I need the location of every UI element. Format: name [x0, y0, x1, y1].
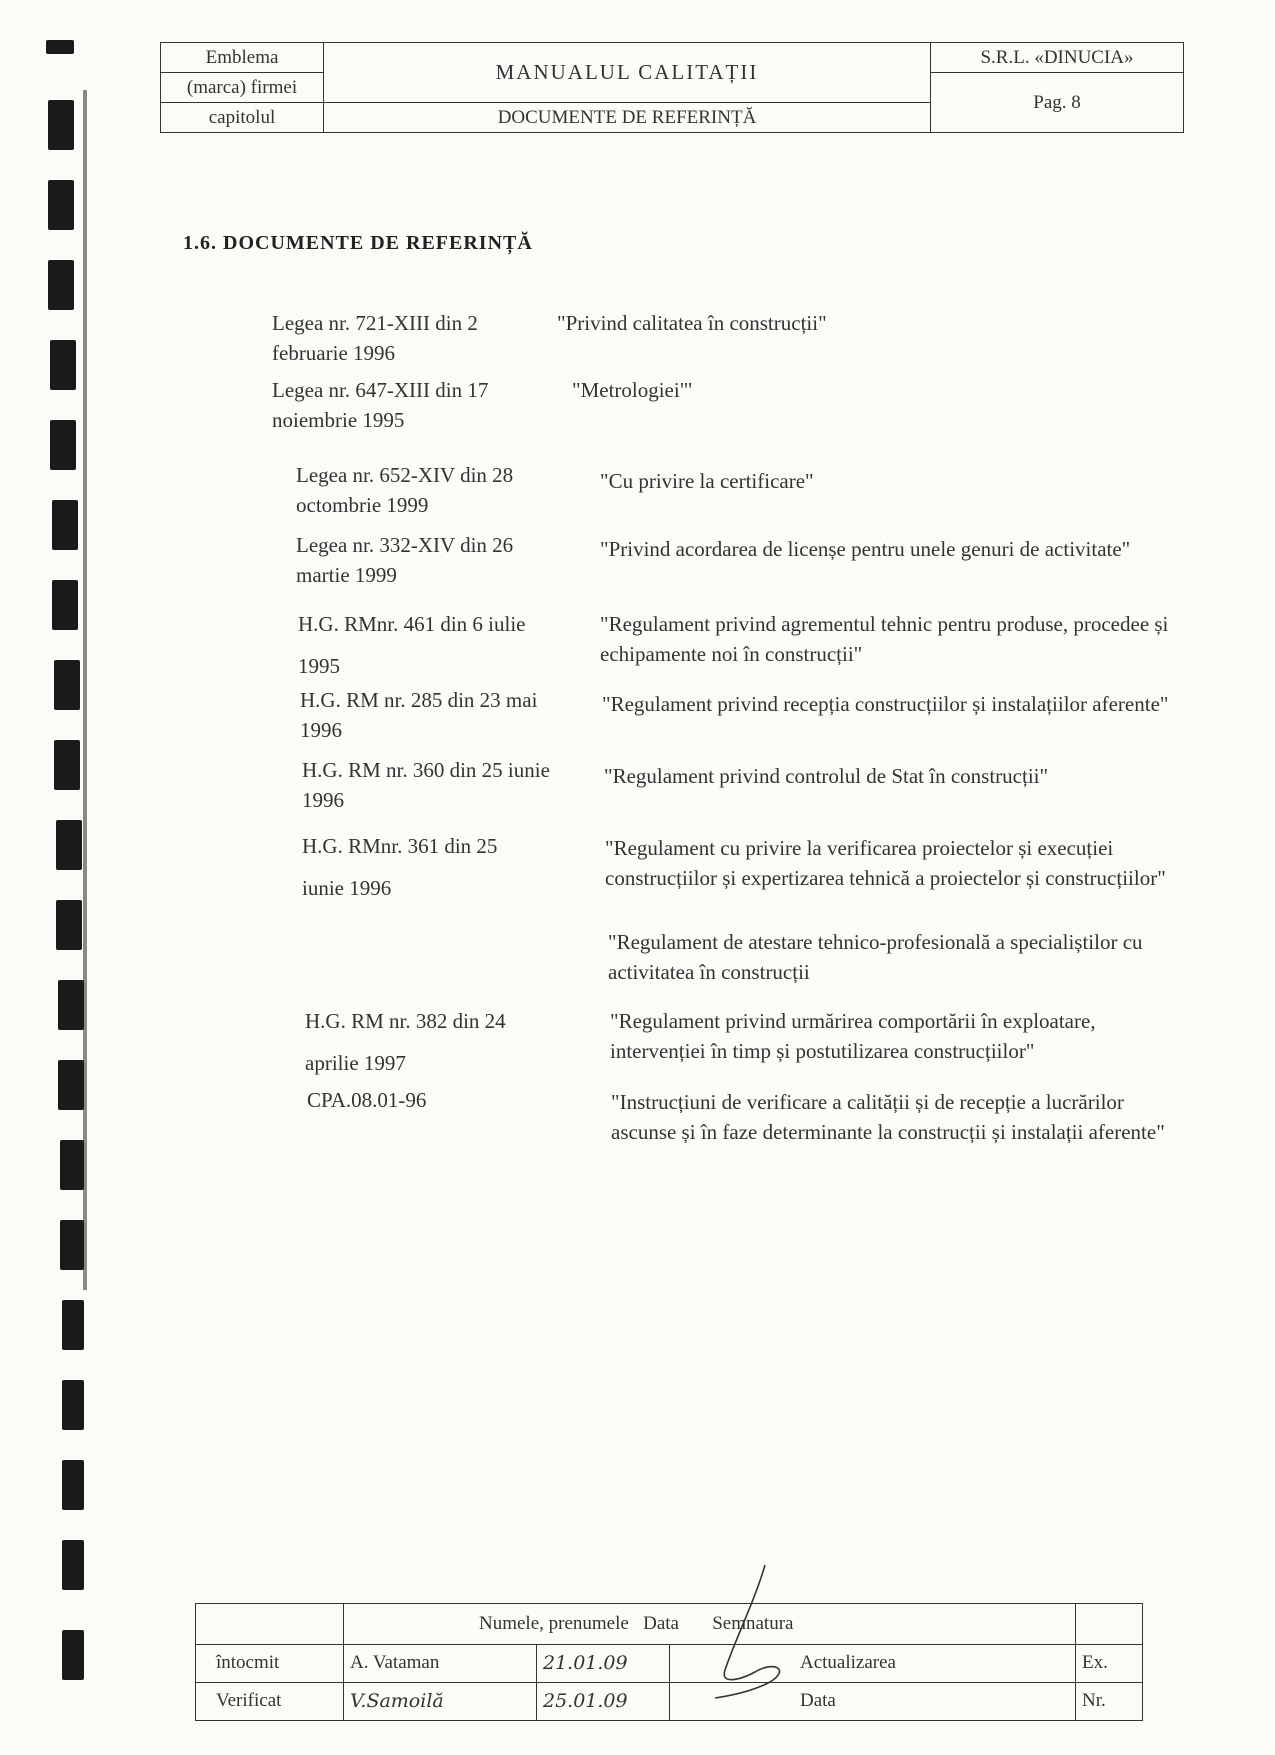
header-company: S.R.L. «DINUCIA» — [931, 43, 1184, 73]
binding-hole — [62, 1300, 84, 1350]
header-manual-title: MANUALUL CALITAȚII — [324, 43, 931, 103]
header-emblema: Emblema — [161, 43, 324, 73]
reference-law: H.G. RMnr. 461 din 6 iulie 1995 — [298, 612, 526, 678]
binding-hole — [46, 40, 74, 54]
binding-hole — [48, 180, 74, 230]
reference-title: "Regulament privind controlul de Stat în construcții" — [604, 764, 1049, 788]
footer-row1-name: A. Vataman — [344, 1644, 537, 1682]
reference-title: "Regulament privind recepția construcțiilor și instalațiilor aferente" — [602, 692, 1169, 716]
binding-hole — [56, 820, 82, 870]
reference-law: Legea nr. 652-XIV din 28 octombrie 1999 — [296, 463, 514, 518]
binding-hole — [62, 1460, 84, 1510]
binding-hole — [58, 1060, 84, 1110]
footer-actualizarea: Actualizarea — [670, 1644, 1076, 1682]
footer-row2-name: V.Samoilă — [344, 1682, 537, 1720]
reference-title: "Metrologiei"' — [572, 378, 693, 402]
footer-table — [195, 1603, 1143, 1721]
footer-data-label: Data — [670, 1682, 1076, 1720]
reference-title: "Cu privire la certificare" — [600, 469, 814, 493]
reference-title: "Privind acordarea de licenșe pentru unele genuri de activitate" — [600, 537, 1131, 561]
header-capitolul: capitolul — [161, 103, 324, 133]
binding-spine — [83, 90, 87, 1290]
header-marca: (marca) firmei — [161, 73, 324, 103]
reference-law: H.G. RMnr. 361 din 25 iunie 1996 — [302, 834, 498, 900]
binding-hole — [50, 420, 76, 470]
footer-row1-date: 21.01.09 — [537, 1644, 670, 1682]
section-title: 1.6. DOCUMENTE DE REFERINȚĂ — [183, 232, 533, 254]
reference-law: H.G. RM nr. 382 din 24 aprilie 1997 — [305, 1009, 506, 1075]
binding-hole — [54, 740, 80, 790]
binding-hole — [54, 660, 80, 710]
header-table — [160, 42, 1184, 133]
footer-column-headers — [344, 1604, 1076, 1645]
footer-ex: Ex. — [1076, 1644, 1143, 1682]
reference-title: "Regulament privind urmărirea comportării în exploatare, intervenției în timp și postutilizarea construcțiilor" — [610, 1009, 1096, 1064]
footer-row1-label: întocmit — [196, 1644, 344, 1682]
binding-hole — [52, 580, 78, 630]
footer-col-name: Numele, prenumele — [479, 1612, 629, 1634]
reference-law: H.G. RM nr. 360 din 25 iunie 1996 — [302, 758, 550, 813]
reference-title: "Instrucțiuni de verificare a calității și de recepție a lucrărilor ascunse și în faze determinante la construcții și instalații aferente" — [611, 1090, 1165, 1145]
binding-hole — [50, 340, 76, 390]
footer-col-date: Data — [643, 1612, 679, 1634]
binding-hole — [48, 100, 74, 150]
reference-law: Legea nr. 332-XIV din 26 martie 1999 — [296, 533, 514, 588]
binding-hole — [58, 980, 84, 1030]
reference-title: "Regulament privind agrementul tehnic pentru produse, procedee și echipamente noi în construcții" — [600, 612, 1169, 667]
reference-law: H.G. RM nr. 285 din 23 mai 1996 — [300, 688, 538, 743]
footer-empty-cell — [196, 1604, 344, 1645]
reference-law: Legea nr. 721-XIII din 2 februarie 1996 — [272, 311, 478, 366]
footer-row2-label: Verificat — [196, 1682, 344, 1720]
binding-strip — [38, 30, 108, 1730]
footer-col-sign: Semnatura — [712, 1612, 794, 1634]
binding-hole — [52, 500, 78, 550]
reference-law: Legea nr. 647-XIII din 17 noiembrie 1995 — [272, 378, 489, 433]
binding-hole — [60, 1140, 84, 1190]
binding-hole — [62, 1630, 84, 1680]
footer-row2-date: 25.01.09 — [537, 1682, 670, 1720]
binding-hole — [60, 1220, 84, 1270]
binding-hole — [62, 1380, 84, 1430]
header-page: Pag. 8 — [931, 73, 1184, 133]
footer-nr: Nr. — [1076, 1682, 1143, 1720]
header-chapter-title: DOCUMENTE DE REFERINȚĂ — [324, 103, 931, 133]
reference-title: "Privind calitatea în construcții" — [557, 311, 827, 335]
reference-law: CPA.08.01-96 — [307, 1088, 427, 1112]
binding-hole — [62, 1540, 84, 1590]
footer-empty-cell — [1076, 1604, 1143, 1645]
binding-hole — [56, 900, 82, 950]
binding-hole — [48, 260, 74, 310]
reference-title: "Regulament cu privire la verificarea proiectelor și execuției construcțiilor și expertizarea tehnică a proiectelor și construcțiilor" — [605, 836, 1166, 891]
reference-title: "Regulament de atestare tehnico-profesională a specialiștilor cu activitatea în construcții — [608, 930, 1143, 985]
